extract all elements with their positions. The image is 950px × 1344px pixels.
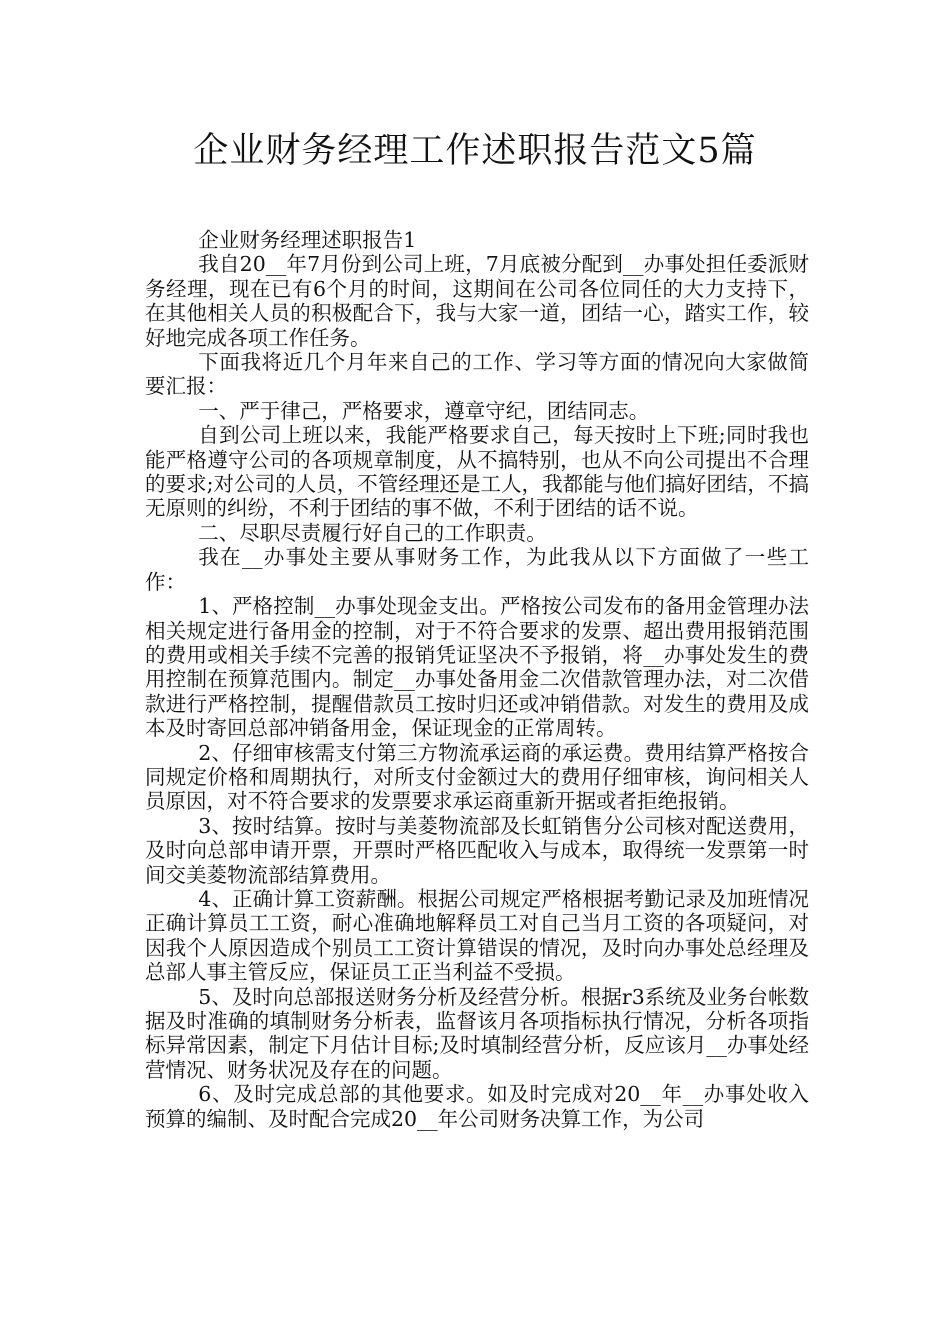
list-item-5: 5、及时向总部报送财务分析及经营分析。根据r3系统及业务台帐数据及时准确的填制财务分析表，监督该月各项指标执行情况，分析各项指标异常因素，制定下月估计目标;及时填制经营分析，反应该月__办事处经营情况、财务状况及存在的问题。 — [145, 984, 809, 1082]
list-item-2: 2、仔细审核需支付第三方物流承运商的承运费。费用结算严格按合同规定价格和周期执行，对所支付金额过大的费用仔细审核，询问相关人员原因，对不符合要求的发票要求承运商重新开据或者拒绝报销。 — [145, 740, 809, 814]
list-item-6: 6、及时完成总部的其他要求。如及时完成对20__年__办事处收入预算的编制、及时配合完成20__年公司财务决算工作，为公司 — [145, 1082, 809, 1131]
list-item-1: 1、严格控制__办事处现金支出。严格按公司发布的备用金管理办法相关规定进行备用金的控制，对于不符合要求的发票、超出费用报销范围的费用或相关手续不完善的报销凭证坚决不予报销，将__办事处发生的费用控制在预算范围内。制定__办事处备用金二次借款管理办法，对二次借款进行严格控制，提醒借款员工按时归还或冲销借款。对发生的费用及成本及时寄回总部冲销备用金，保证现金的正常周转。 — [145, 594, 809, 741]
section-heading-2: 二、尽职尽责履行好自己的工作职责。 — [198, 520, 547, 545]
report-heading: 企业财务经理述职报告1 — [198, 228, 417, 252]
document-title: 企业财务经理工作述职报告范文5篇 — [193, 131, 757, 171]
document-body — [145, 228, 809, 1131]
paragraph-summary-lead: 下面我将近几个月年来自己的工作、学习等方面的情况向大家做简要汇报： — [145, 350, 809, 399]
paragraph-intro: 我自20__年7月份到公司上班，7月底被分配到__办事处担任委派财务经理，现在已有6个月的时间，这期间在公司各位同任的大力支持下，在其他相关人员的积极配合下，我与大家一道，团结一心，踏实工作，较好地完成各项工作任务。 — [145, 252, 809, 350]
paragraph-duties-lead: 我在__办事处主要从事财务工作，为此我从以下方面做了一些工作： — [145, 545, 809, 594]
paragraph-discipline: 自到公司上班以来，我能严格要求自己，每天按时上下班;同时我也能严格遵守公司的各项规章制度，从不搞特别，也从不向公司提出不合理的要求;对公司的人员，不管经理还是工人，我都能与他们搞好团结，不搞无原则的纠纷，不利于团结的事不做，不利于团结的话不说。 — [145, 423, 809, 521]
section-heading-1: 一、严于律己，严格要求，遵章守纪，团结同志。 — [198, 398, 650, 423]
list-item-3: 3、按时结算。按时与美菱物流部及长虹销售分公司核对配送费用，及时向总部申请开票，开票时严格匹配收入与成本，取得统一发票第一时间交美菱物流部结算费用。 — [145, 813, 809, 887]
list-item-4: 4、正确计算工资薪酬。根据公司规定严格根据考勤记录及加班情况正确计算员工工资，耐心准确地解释员工对自己当月工资的各项疑问，对因我个人原因造成个别员工工资计算错误的情况，及时向办事处总经理及总部人事主管反应，保证员工正当利益不受损。 — [145, 886, 809, 985]
